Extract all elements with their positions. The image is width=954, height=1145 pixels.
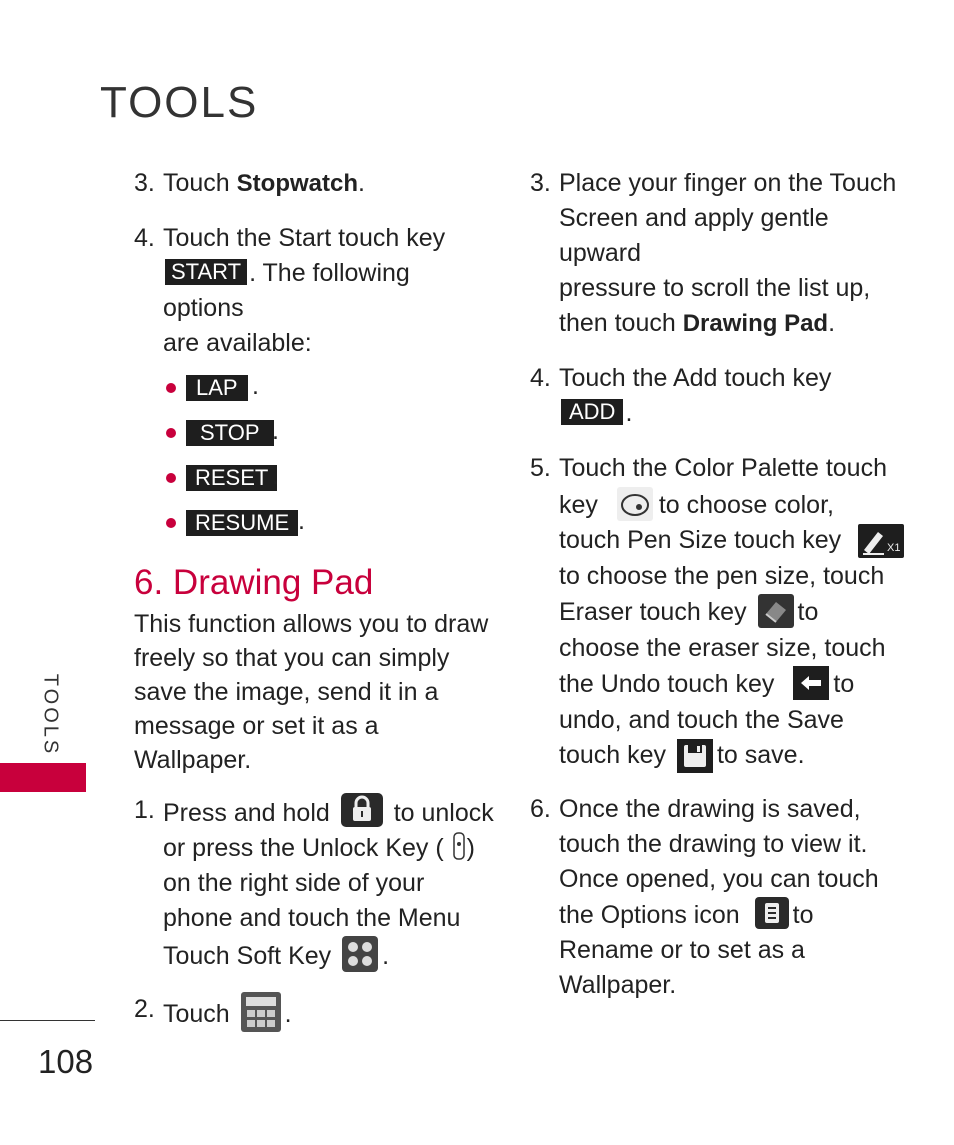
step-text: to <box>833 670 855 698</box>
step-text: Touch the Add touch key <box>559 364 832 392</box>
unlock-key-icon <box>453 832 465 860</box>
step-text: Touch <box>163 169 237 197</box>
footer-rule <box>0 1020 95 1021</box>
step-text: pressure to scroll the list up, <box>559 274 871 302</box>
option-item-reset <box>134 463 494 508</box>
start-step <box>134 221 494 361</box>
step-text: Place your finger on the Touch <box>559 169 897 197</box>
bullet-dot <box>166 428 176 438</box>
step-text: touch key <box>559 741 667 769</box>
step-text: choose the eraser size, touch <box>559 633 886 662</box>
step-text: Press and hold <box>163 799 330 827</box>
step-text: Touch <box>163 1000 230 1028</box>
eraser-icon <box>758 594 794 628</box>
key-label: RESUME <box>195 510 290 535</box>
stopwatch-label: Stopwatch <box>236 170 359 197</box>
key-label: STOP <box>200 420 260 445</box>
intro-line: save the image, send it in a <box>134 678 439 706</box>
step-text: key <box>559 490 598 519</box>
step-text: the Undo touch key <box>559 670 775 698</box>
step-number: 4. <box>134 224 155 252</box>
stopwatch-step <box>134 166 494 201</box>
step-text: Wallpaper. <box>559 970 677 999</box>
step-text: Touch the Color Palette touch <box>559 454 887 482</box>
option-item-stop <box>134 418 494 463</box>
sidebar-label-text: TOOLS <box>39 673 62 757</box>
step-text: . The following options <box>163 259 410 322</box>
option-item-resume <box>134 508 494 553</box>
step-text: the Options icon <box>559 900 740 929</box>
right-column <box>530 166 910 1003</box>
step-number: 5. <box>530 454 551 482</box>
step-text: to unlock <box>393 799 494 827</box>
step-text: to <box>797 598 819 626</box>
reset-key <box>186 465 277 491</box>
start-key: START <box>165 259 247 285</box>
color-palette-icon <box>617 487 653 521</box>
step-number: 1. <box>134 796 155 824</box>
step-text: or press the Unlock Key ( <box>163 834 444 862</box>
step-text: . <box>625 399 633 427</box>
calculator-step <box>134 992 494 1032</box>
calculator-icon <box>241 992 281 1032</box>
resume-key <box>186 510 298 536</box>
step-number: 2. <box>134 995 155 1023</box>
options-menu-icon <box>755 897 789 929</box>
step-text: to <box>792 900 814 929</box>
step-text: on the right side of your <box>163 869 425 897</box>
bullet-dot <box>166 473 176 483</box>
step-text: . <box>284 1000 292 1028</box>
step-text: . <box>828 309 836 337</box>
step-number: 3. <box>530 169 551 197</box>
suffix: . <box>252 372 259 400</box>
unlock-step <box>134 793 494 974</box>
suffix: . <box>272 417 279 445</box>
step-number: 6. <box>530 794 551 823</box>
bullet-dot <box>166 383 176 393</box>
page-title: TOOLS <box>100 78 259 127</box>
step-text: Screen and apply gentle upward <box>559 204 829 267</box>
add-step <box>530 361 910 431</box>
suffix: . <box>298 507 305 535</box>
intro-line: message or set it as a Wallpaper. <box>134 712 379 774</box>
step-text: to save. <box>716 741 805 769</box>
step-text: then touch <box>559 309 683 337</box>
step-text: Once opened, you can touch <box>559 864 879 893</box>
step-number: 3. <box>134 169 155 197</box>
stop-key <box>186 420 274 446</box>
bullet-dot <box>166 518 176 528</box>
option-item-lap <box>134 373 494 418</box>
drawing-pad-step <box>530 166 910 341</box>
sidebar-accent-bar <box>0 763 86 792</box>
step-text: Eraser touch key <box>559 598 747 626</box>
step-text: ) <box>466 834 475 862</box>
lock-icon <box>341 793 383 827</box>
intro-line: This function allows you to draw <box>134 610 489 638</box>
section-heading: 6. Drawing Pad <box>134 563 374 602</box>
page-number: 108 <box>38 1043 94 1080</box>
step-text: . <box>358 169 365 197</box>
key-label: RESET <box>195 465 269 490</box>
step-text: phone and touch the Menu <box>163 904 461 932</box>
step-text: Once the drawing is saved, <box>559 794 861 823</box>
options-step <box>530 792 910 1003</box>
step-text: . <box>382 942 390 970</box>
left-column <box>134 166 494 1032</box>
intro-line: freely so that you can simply <box>134 644 450 672</box>
step-text: Touch Soft Key <box>163 942 332 970</box>
pen-size-icon <box>858 524 904 558</box>
suffix: . <box>272 462 279 490</box>
step-number: 4. <box>530 364 551 392</box>
step-text: are available: <box>163 329 312 357</box>
step-text: Touch the Start touch key <box>163 224 446 252</box>
option-list <box>134 373 494 553</box>
lap-key <box>186 375 248 401</box>
step-text: to choose the pen size, touch <box>559 561 885 590</box>
section-intro <box>134 607 494 777</box>
step-text: Rename or to set as a <box>559 935 805 964</box>
key-label: LAP <box>196 375 238 400</box>
save-disk-icon <box>677 739 713 773</box>
pen-size-text: X1 <box>887 542 901 554</box>
undo-arrow-icon <box>793 666 829 700</box>
menu-soft-key-icon <box>342 936 378 972</box>
sidebar-section-label <box>30 670 70 760</box>
add-key: ADD <box>561 399 623 425</box>
step-text: touch Pen Size touch key <box>559 526 842 554</box>
drawing-pad-label: Drawing Pad <box>682 310 829 337</box>
step-text: to choose color, <box>658 490 834 519</box>
tools-step <box>530 451 910 774</box>
step-text: touch the drawing to view it. <box>559 829 868 858</box>
step-text: undo, and touch the Save <box>559 705 844 734</box>
